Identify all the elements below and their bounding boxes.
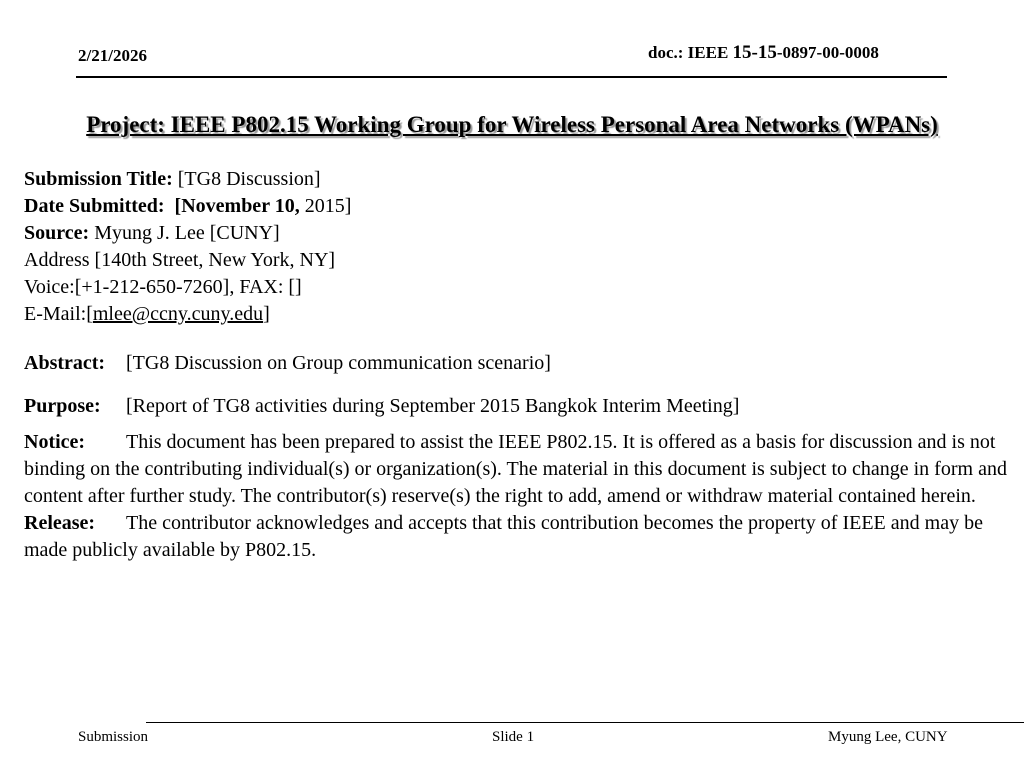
footer-submission: Submission — [78, 729, 149, 745]
doc-id-prefix: doc.: IEEE — [648, 43, 733, 62]
voice-row: Voice:[+1-212-650-7260], FAX: [] — [24, 276, 302, 298]
spacer — [24, 328, 1014, 350]
page-title: Project: IEEE P802.15 Working Group for Wireless Personal Area Networks (WPANs) — [86, 112, 938, 137]
abstract-row — [24, 350, 1014, 377]
address-row: Address [140th Street, New York, NY] — [24, 249, 336, 271]
header-date: 2/21/2026 — [78, 46, 147, 65]
submission-title-row — [24, 166, 1014, 193]
submission-title-value: [TG8 Discussion] — [177, 168, 321, 190]
document-body — [24, 166, 1014, 564]
document-id — [648, 42, 879, 64]
email-row — [24, 301, 1014, 328]
source-label: Source: — [24, 222, 90, 244]
source-row — [24, 220, 1014, 247]
release-label: Release: — [24, 512, 96, 534]
notice-text: This document has been prepared to assist the IEEE P802.15. It is offered as a basis for discussion and is not binding on the contributing individual(s) or organization(s). The material in this document is subject to change in form and content after further study. The contributor(s) reserve(s) the right to add, amend or withdraw material contained herein. — [24, 431, 1007, 507]
date-submitted-value-bold: [November 10, — [174, 195, 300, 217]
date-submitted-label: Date Submitted: — [24, 195, 165, 217]
purpose-text: [Report of TG8 activities during September 2015 Bangkok Interim Meeting] — [126, 395, 740, 417]
footer-author: Myung Lee, CUNY — [828, 729, 948, 745]
purpose-label: Purpose: — [24, 395, 101, 417]
doc-id-suffix: -0897-00-0008 — [776, 43, 879, 62]
notice-label: Notice: — [24, 431, 86, 453]
email-prefix: E-Mail:[ — [24, 303, 93, 325]
release-text: The contributor acknowledges and accepts that this contribution becomes the property of IEEE and may be made publicly available by P802.15. — [24, 512, 983, 561]
footer-divider — [146, 722, 1024, 723]
email-suffix: ] — [263, 303, 270, 325]
date-submitted-row — [24, 193, 1014, 220]
header-divider — [76, 76, 947, 78]
abstract-text: [TG8 Discussion on Group communication scenario] — [126, 352, 551, 374]
source-value: Myung J. Lee [CUNY] — [94, 222, 280, 244]
abstract-label: Abstract: — [24, 352, 106, 374]
submission-title-label: Submission Title: — [24, 168, 173, 190]
notice-paragraph — [24, 429, 1014, 510]
spacer — [24, 420, 1014, 429]
date-submitted-value-rest: 2015] — [304, 195, 352, 217]
email-link[interactable]: mlee@ccny.cuny.edu — [92, 303, 264, 325]
footer-slide-number: Slide 1 — [492, 729, 535, 745]
release-paragraph — [24, 510, 1014, 564]
spacer — [24, 377, 1014, 393]
purpose-row — [24, 393, 1014, 420]
doc-id-number: 15-15 — [732, 42, 777, 63]
